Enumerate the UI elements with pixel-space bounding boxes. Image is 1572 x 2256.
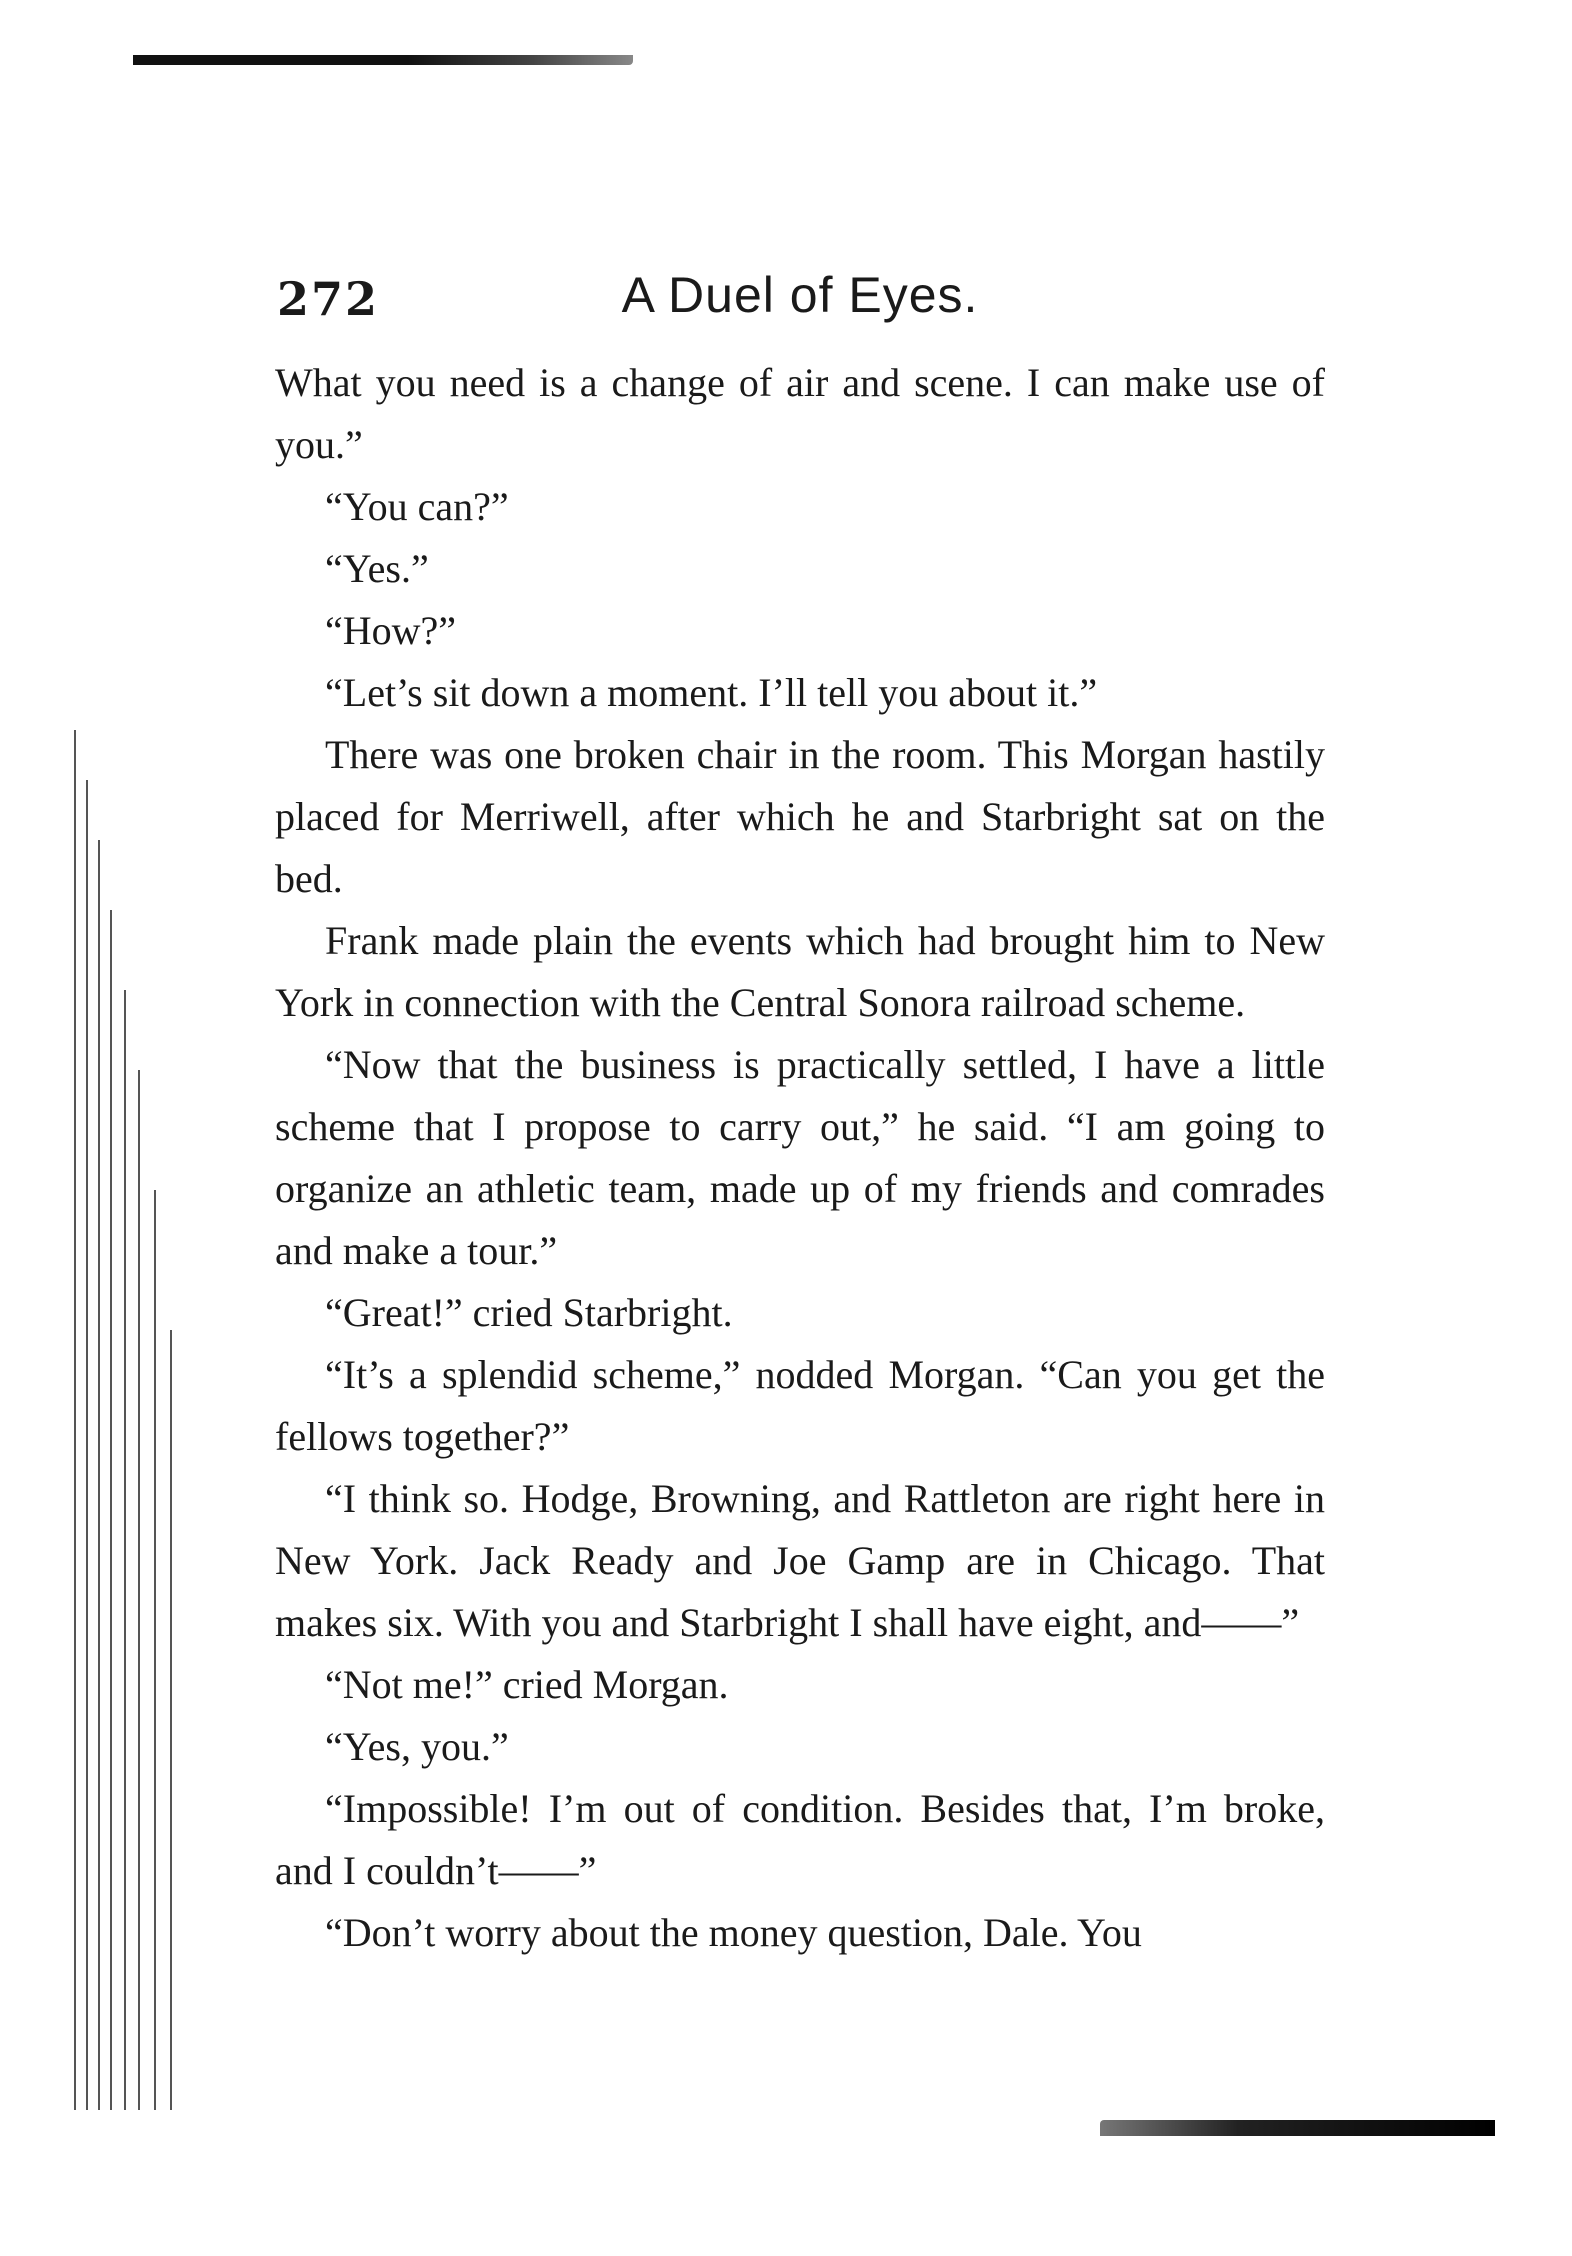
paragraph: “You can?” — [325, 484, 509, 529]
paragraph: “Yes, you.” — [325, 1724, 509, 1769]
paragraph: “Now that the business is practically settled, I have a little scheme that I propose to carry out,” he said. “I am going to organize an athletic team, made up of my friends and comrades and make a tour.” — [275, 1042, 1325, 1273]
paragraph: “Great!” cried Starbright. — [325, 1290, 733, 1335]
paragraph: Frank made plain the events which had brought him to New York in connection with the Central Sonora railroad scheme. — [275, 918, 1325, 1025]
page-number: 272 — [277, 272, 380, 326]
scan-margin-lines — [70, 730, 180, 2110]
body-text — [275, 352, 1325, 1964]
paragraph: “It’s a splendid scheme,” nodded Morgan. “Can you get the fellows together?” — [275, 1352, 1325, 1459]
running-title: A Duel of Eyes. — [621, 267, 979, 323]
paragraph: “Don’t worry about the money question, Dale. You — [325, 1910, 1142, 1955]
paragraph: “Let’s sit down a moment. I’ll tell you about it.” — [325, 670, 1098, 715]
paragraph: There was one broken chair in the room. This Morgan hastily placed for Merriwell, after which he and Starbright sat on the bed. — [275, 732, 1325, 901]
book-page — [275, 250, 1325, 1964]
paragraph: “Not me!” cried Morgan. — [325, 1662, 729, 1707]
page-header — [275, 250, 1325, 340]
paragraph: “How?” — [325, 608, 457, 653]
scan-border-top — [133, 55, 633, 65]
paragraph: “Yes.” — [325, 546, 429, 591]
paragraph: “I think so. Hodge, Browning, and Rattleton are right here in New York. Jack Ready and Joe Gamp are in Chicago. That makes six. With you and Starbright I shall have eight, and——” — [275, 1476, 1325, 1645]
paragraph: “Impossible! I’m out of condition. Besides that, I’m broke, and I couldn’t——” — [275, 1786, 1325, 1893]
paragraph: What you need is a change of air and scene. I can make use of you.” — [275, 360, 1325, 467]
scan-border-bottom — [1100, 2120, 1495, 2136]
